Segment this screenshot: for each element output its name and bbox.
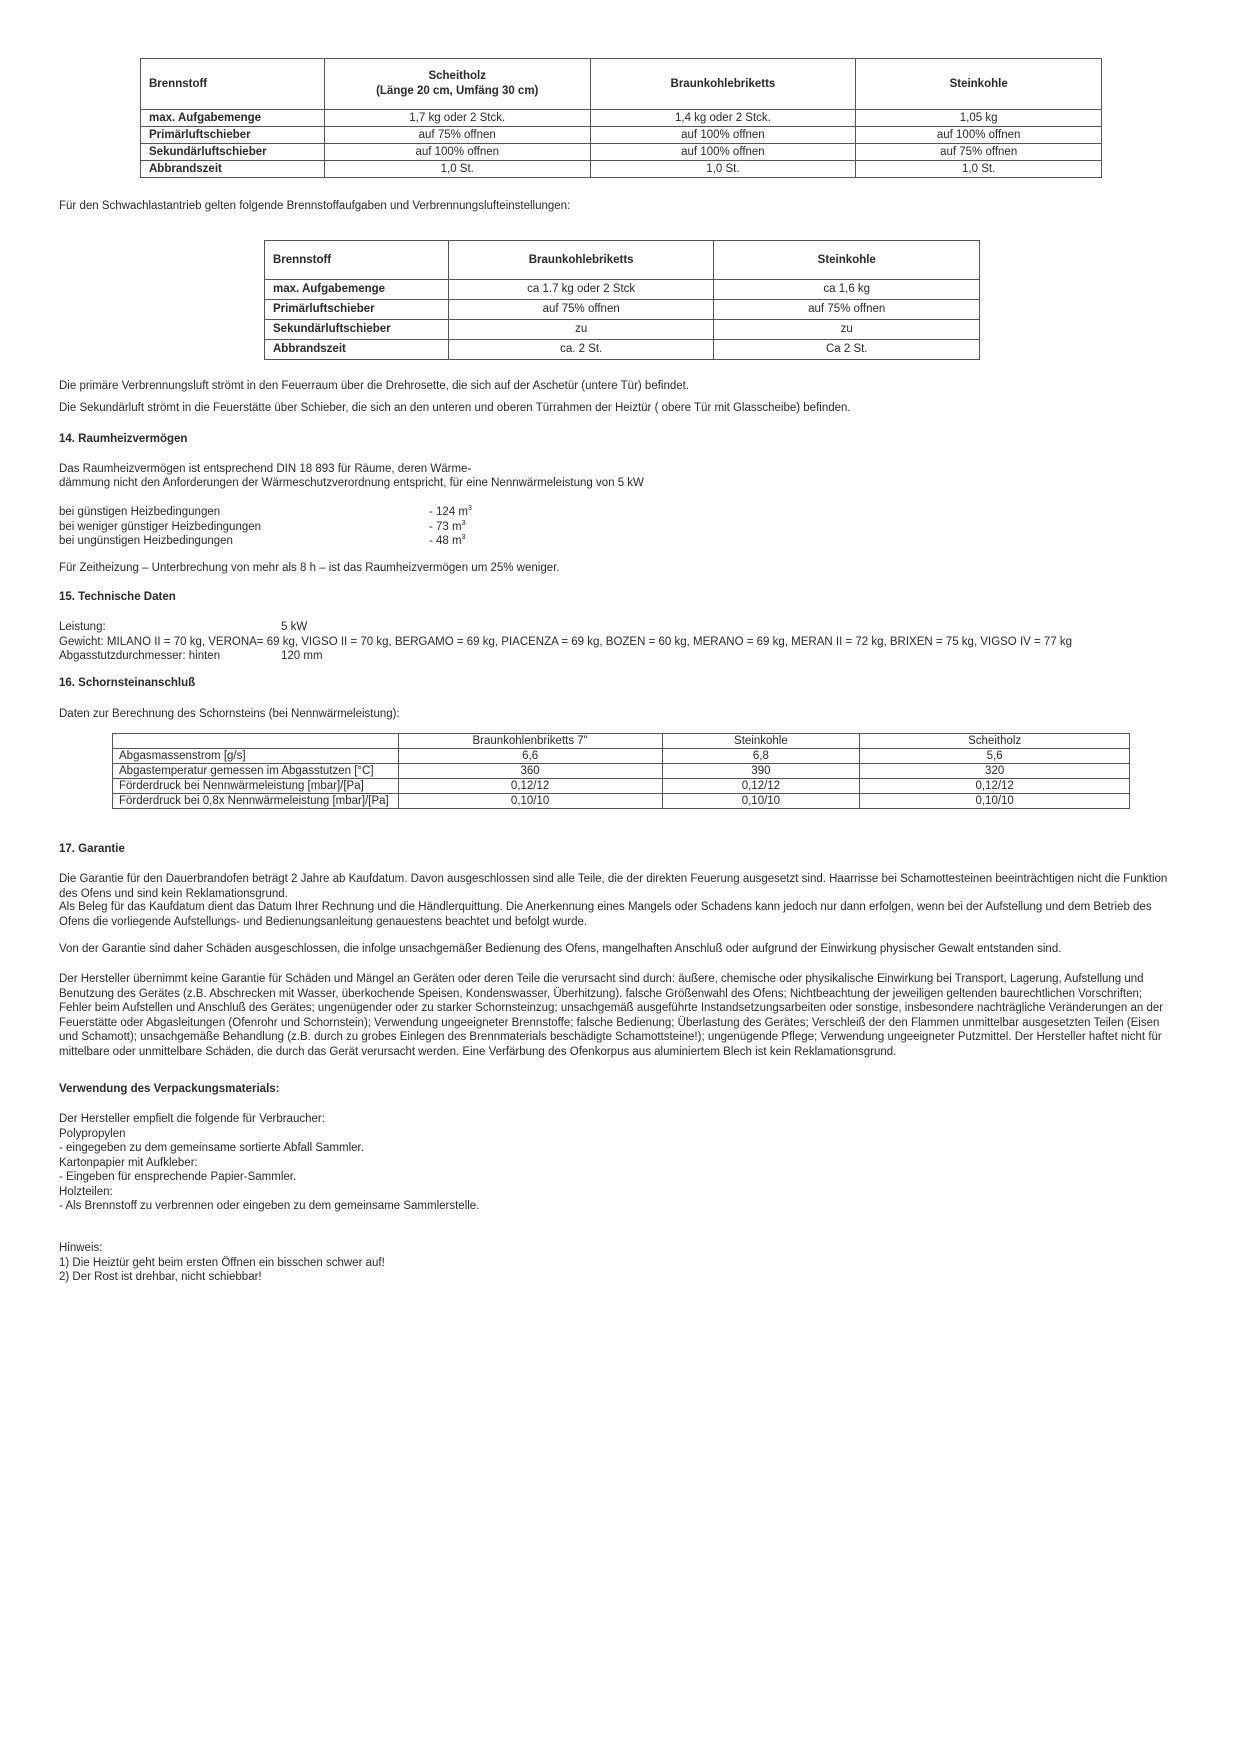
table-cell: auf 75% offnen bbox=[324, 127, 590, 144]
table-row bbox=[113, 764, 1130, 779]
list-item: - eingegeben zu dem gemeinsame sortierte Abfall Sammler. bbox=[59, 1142, 364, 1154]
table-row-label: Förderdruck bei Nennwärmeleistung [mbar]/[Pa] bbox=[113, 779, 399, 794]
schwachlast-intro: Für den Schwachlastantrieb gelten folgende Brennstoffaufgaben und Verbrennungslufteinstellungen: bbox=[59, 200, 571, 212]
table-row-label: Sekundärluftschieber bbox=[265, 320, 449, 340]
table-row-label: Förderdruck bei 0,8x Nennwärmeleistung [mbar]/[Pa] bbox=[113, 794, 399, 809]
technical-data bbox=[59, 620, 1209, 664]
list-item-value: - 124 $m^3$ bbox=[429, 505, 472, 518]
table-cell: ca 1.7 kg oder 2 Stck bbox=[448, 280, 714, 300]
tech-row-abgas bbox=[59, 649, 1209, 664]
table-header-cell: Brennstoff bbox=[265, 241, 449, 280]
table-header-cell: Steinkohle bbox=[856, 59, 1102, 110]
garantie-paragraph-1: Die Garantie für den Dauerbrandofen beträgt 2 Jahre ab Kaufdatum. Davon ausgeschlossen sind alle Teile, die der direkten Feuerung ausgesetzt sind. Haarrisse bei Schamottesteinen beeinträchtigen nicht die Funktion des Ofens und sind kein Reklamationsgrund. bbox=[59, 873, 1168, 900]
section-15-title: 15. Technische Daten bbox=[59, 591, 176, 603]
table-cell: 1,0 St. bbox=[324, 161, 590, 178]
list-item-label: bei ungünstigen Heizbedingungen bbox=[59, 535, 233, 547]
section-16-intro: Daten zur Berechnung des Schornsteins (bei Nennwärmeleistung): bbox=[59, 708, 400, 720]
table-row bbox=[141, 144, 1102, 161]
table-cell: 1,4 kg oder 2 Stck. bbox=[590, 110, 856, 127]
table-row bbox=[113, 779, 1130, 794]
table-row-label: Primärluftschieber bbox=[141, 127, 325, 144]
table-row-label: Abbrandszeit bbox=[265, 340, 449, 360]
tech-value: 5 kW bbox=[281, 621, 308, 633]
table-row-label: Abbrandszeit bbox=[141, 161, 325, 178]
table-cell: zu bbox=[714, 320, 980, 340]
table-row-label: max. Aufgabemenge bbox=[265, 280, 449, 300]
section-14-note: Für Zeitheizung – Unterbrechung von mehr als 8 h – ist das Raumheizvermögen um 25% weniger. bbox=[59, 562, 560, 574]
table-cell: 1,0 St. bbox=[856, 161, 1102, 178]
table-row bbox=[113, 794, 1130, 809]
table-cell: 390 bbox=[662, 764, 860, 779]
section-16-title: 16. Schornsteinanschluß bbox=[59, 677, 196, 689]
tech-label: Abgasstutzdurchmesser: hinten bbox=[59, 650, 221, 662]
table-row-label: Abgasmassenstrom [g/s] bbox=[113, 749, 399, 764]
chimney-data-table bbox=[112, 733, 1130, 809]
list-item-label: bei weniger günstiger Heizbedingungen bbox=[59, 520, 262, 533]
table-header-cell: Brennstoff bbox=[141, 59, 325, 110]
table-row-label: Abgastemperatur gemessen im Abgasstutzen [°C] bbox=[113, 764, 399, 779]
hinweis-block bbox=[59, 1241, 859, 1285]
table-cell: auf 75% offnen bbox=[448, 300, 714, 320]
table-cell: 5,6 bbox=[860, 749, 1130, 764]
table-header-row bbox=[141, 59, 1102, 110]
verpackung-lines bbox=[59, 1112, 859, 1214]
table-cell: ca. 2 St. bbox=[448, 340, 714, 360]
table-cell: 0,12/12 bbox=[662, 779, 860, 794]
header-line: (Länge 20 cm, Umfäng 30 cm) bbox=[376, 85, 539, 97]
table-row-label: max. Aufgabemenge bbox=[141, 110, 325, 127]
table-row bbox=[265, 300, 980, 320]
table-cell: auf 100% offnen bbox=[590, 127, 856, 144]
table-cell: auf 75% offnen bbox=[856, 144, 1102, 161]
tech-row-gewicht bbox=[59, 635, 1209, 650]
list-item-value: - 73 $m^3$ bbox=[429, 519, 466, 533]
table-header-cell: Braunkohlebriketts bbox=[448, 241, 714, 280]
table-cell: 0,12/12 bbox=[398, 779, 662, 794]
table-cell: 1,7 kg oder 2 Stck. bbox=[324, 110, 590, 127]
table-cell: ca 1,6 kg bbox=[714, 280, 980, 300]
table-header-cell: Steinkohle bbox=[714, 241, 980, 280]
list-item: Polypropylen bbox=[59, 1127, 126, 1140]
table-cell: 1,0 St. bbox=[590, 161, 856, 178]
table-cell: 0,10/10 bbox=[662, 794, 860, 809]
list-item: 1) Die Heiztür geht beim ersten Öffnen ein bisschen schwer auf! bbox=[59, 1256, 385, 1269]
table-cell: 0,10/10 bbox=[860, 794, 1130, 809]
table-cell: 6,6 bbox=[398, 749, 662, 764]
list-item: Holzteilen: bbox=[59, 1185, 113, 1198]
heating-capacity-list bbox=[59, 505, 759, 549]
list-item bbox=[59, 520, 759, 535]
garantie-paragraph-3: Von der Garantie sind daher Schäden ausgeschlossen, die infolge unsachgemäßer Bedienung des Ofens, mangelhaften Anschluß oder aufgrund der Einwirkung physischer Gewalt entstanden sind. bbox=[59, 943, 1062, 955]
list-item: - Als Brennstoff zu verbrennen oder eingeben zu dem gemeinsame Sammlerstelle. bbox=[59, 1200, 480, 1212]
table-header-row bbox=[265, 241, 980, 280]
table-header-cell: Braunkohlebriketts bbox=[590, 59, 856, 110]
list-item: - Eingeben für ensprechende Papier-Sammler. bbox=[59, 1171, 297, 1183]
table-cell: 1,05 kg bbox=[856, 110, 1102, 127]
table-header-row bbox=[113, 734, 1130, 749]
table-header-cell bbox=[324, 59, 590, 110]
section-14-title: 14. Raumheizvermögen bbox=[59, 433, 188, 445]
list-item: 2) Der Rost ist drehbar, nicht schiebbar! bbox=[59, 1271, 262, 1283]
section-14-text-2: dämmung nicht den Anforderungen der Wärmeschutzverordnung entspricht, für eine Nennwärmeleistung von 5 kW bbox=[59, 477, 644, 489]
table-row-label: Sekundärluftschieber bbox=[141, 144, 325, 161]
table-cell: 320 bbox=[860, 764, 1130, 779]
garantie-paragraph-4: Der Hersteller übernimmt keine Garantie für Schäden und Mängel an Geräten oder deren Teile die verursacht sind durch: äußere, chemische oder physikalische Einwirkung bei Transport, Lagerung, Aufstellung und Benutzung des Gerätes (z.B. Abschrecken mit Wasser, überkochende Speisen, Kondenswasser, Überhitzung). falsche Größenwahl des Ofens; Nichtbeachtung der jeweiligen geltenden baurechtlichen Vorschriften; Fehler beim Aufstellen und Anschluß des Gerätes; ungenügender oder zu starker Schornsteinzug; unsachgemäß ausgeführte Instandsetzungsarbeiten oder sonstige, insbesondere nachträgliche Veränderungen an der Feuerstätte oder Abgasleitungen (Ofenrohr und Schornstein); Verwendung ungeeigneter Brennstoffe; falsche Bedienung; Überlastung des Gerätes; Verschleiß der den Flammen unmittelbar ausgesetzten Teilen (Eisen und Schamott); unsachgemäße Behandlung (z.B. durch zu grobes Einlegen des Brennmaterials beschädigte Schamottsteine!); ungenügende Pflege; Verwendung ungeeigneter Putzmittel. Der Hersteller haftet nicht für mittelbare oder unmittelbare Schäden, die durch das Gerät verursacht werden. Eine Verfärbung des Ofenkorpus aus aluminiertem Blech ist kein Reklamationsgrund. bbox=[59, 973, 1164, 1058]
verpackung-title: Verwendung des Verpackungsmaterials: bbox=[59, 1083, 280, 1095]
list-item: Der Hersteller empfielt die folgende für Verbraucher: bbox=[59, 1113, 325, 1125]
fuel-table-lowload bbox=[264, 240, 980, 360]
table-cell: auf 100% offnen bbox=[324, 144, 590, 161]
table-row bbox=[141, 110, 1102, 127]
table-cell: auf 100% offnen bbox=[590, 144, 856, 161]
fuel-table-nominal bbox=[140, 58, 1102, 178]
tech-row-leistung bbox=[59, 620, 1209, 635]
list-item bbox=[59, 505, 759, 520]
tech-label: Leistung: bbox=[59, 621, 106, 633]
table-cell: 0,12/12 bbox=[860, 779, 1130, 794]
list-item bbox=[59, 534, 759, 549]
list-item: Kartonpapier mit Aufkleber: bbox=[59, 1156, 198, 1169]
section-14-text-1: Das Raumheizvermögen ist entsprechend DIN 18 893 für Räume, deren Wärme- bbox=[59, 463, 472, 475]
table-header-cell: Scheitholz bbox=[860, 734, 1130, 749]
table-cell: 360 bbox=[398, 764, 662, 779]
list-item-value: - 48 $m^3$ bbox=[429, 534, 466, 547]
paragraph-sekundaerluft: Die Sekundärluft strömt in die Feuerstätte über Schieber, die sich an den unteren und oberen Türrahmen der Heiztür ( obere Tür mit Glasscheibe) befinden. bbox=[59, 402, 851, 414]
header-line: Scheitholz bbox=[428, 70, 486, 82]
table-row bbox=[141, 127, 1102, 144]
table-cell: 6,8 bbox=[662, 749, 860, 764]
tech-weights: Gewicht: MILANO II = 70 kg, VERONA= 69 kg, VIGSO II = 70 kg, BERGAMO = 69 kg, PIACENZA = 69 kg, BOZEN = 60 kg, MERANO = 69 kg, MERAN II = 72 kg, BRIXEN = 75 kg, VIGSO IV = 77 kg bbox=[59, 635, 1073, 648]
hinweis-title: Hinweis: bbox=[59, 1242, 103, 1254]
table-row bbox=[265, 280, 980, 300]
garantie-paragraph-2: Als Beleg für das Kaufdatum dient das Datum Ihrer Rechnung und die Händlerquittung. Die Anerkennung eines Mangels oder Schadens kann jedoch nur dann erfolgen, wenn bei der Aufstellung und dem Betrieb des Ofens die vorliegende Aufstellungs- und Bedienungsanleitung genauestens beachtet und befolgt wurde. bbox=[59, 901, 1152, 928]
table-row-label: Primärluftschieber bbox=[265, 300, 449, 320]
table-row bbox=[265, 320, 980, 340]
table-cell: auf 75% offnen bbox=[714, 300, 980, 320]
table-row bbox=[265, 340, 980, 360]
table-row bbox=[113, 749, 1130, 764]
tech-value: 120 mm bbox=[281, 650, 323, 662]
table-cell: 0,10/10 bbox=[398, 794, 662, 809]
table-cell: Ca 2 St. bbox=[714, 340, 980, 360]
section-17-title: 17. Garantie bbox=[59, 843, 125, 855]
list-item-label: bei günstigen Heizbedingungen bbox=[59, 506, 221, 518]
table-cell: auf 100% offnen bbox=[856, 127, 1102, 144]
table-cell: zu bbox=[448, 320, 714, 340]
table-header-cell: Braunkohlenbriketts 7" bbox=[398, 734, 662, 749]
table-header-cell: Steinkohle bbox=[662, 734, 860, 749]
table-row bbox=[141, 161, 1102, 178]
paragraph-primaerluft: Die primäre Verbrennungsluft strömt in den Feuerraum über die Drehrosette, die sich auf der Aschetür (untere Tür) befindet. bbox=[59, 380, 690, 392]
table-header-cell bbox=[113, 734, 399, 749]
